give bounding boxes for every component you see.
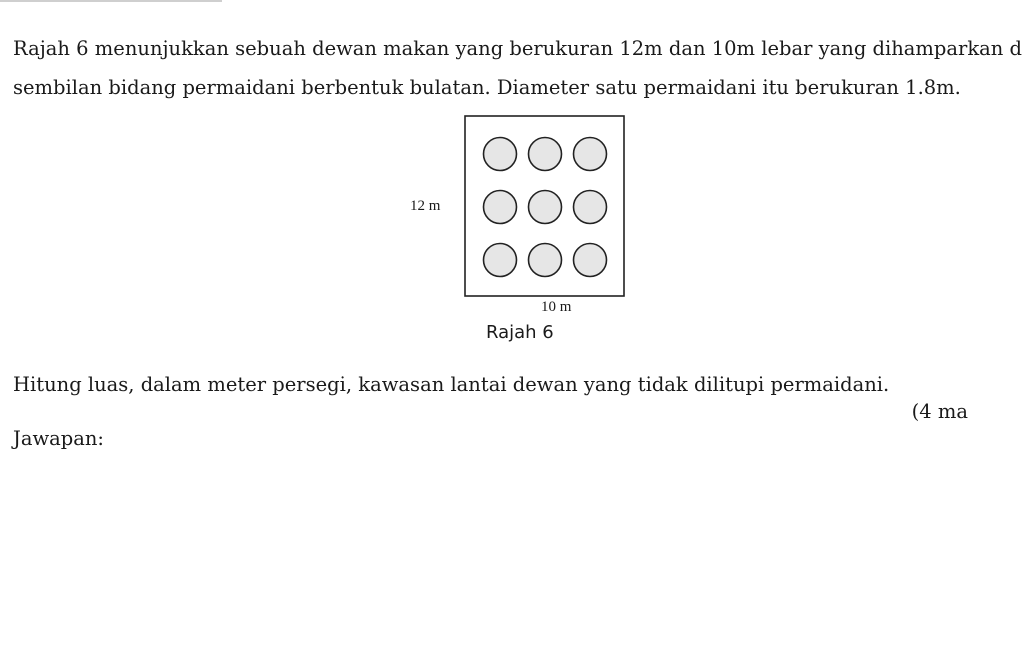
problem-paragraph-line-1: Rajah 6 menunjukkan sebuah dewan makan yang berukuran 12m dan 10m lebar yang dihamparkan d (13, 37, 1022, 60)
carpet-circle (484, 138, 517, 171)
hall-length-label: 12 m (410, 198, 441, 214)
hall-outline (465, 116, 624, 296)
carpet-circle (484, 191, 517, 224)
problem-paragraph-line-2: sembilan bidang permaidani berbentuk bulatan. Diameter satu permaidani itu berukuran 1.8m. (13, 76, 961, 99)
marks-allocation: (4 ma (911, 400, 968, 423)
carpet-circle (574, 244, 607, 277)
top-divider (0, 0, 222, 2)
question-text: Hitung luas, dalam meter persegi, kawasan lantai dewan yang tidak dilitupi permaidani. (13, 373, 890, 396)
carpet-grid (484, 138, 607, 277)
carpet-circle (529, 138, 562, 171)
carpet-circle (484, 244, 517, 277)
hall-width-label: 10 m (541, 299, 572, 315)
carpet-circle (529, 191, 562, 224)
carpet-circle (574, 138, 607, 171)
carpet-circle (574, 191, 607, 224)
figure-caption: Rajah 6 (486, 322, 554, 343)
carpet-circle (529, 244, 562, 277)
answer-label: Jawapan: (13, 427, 104, 450)
